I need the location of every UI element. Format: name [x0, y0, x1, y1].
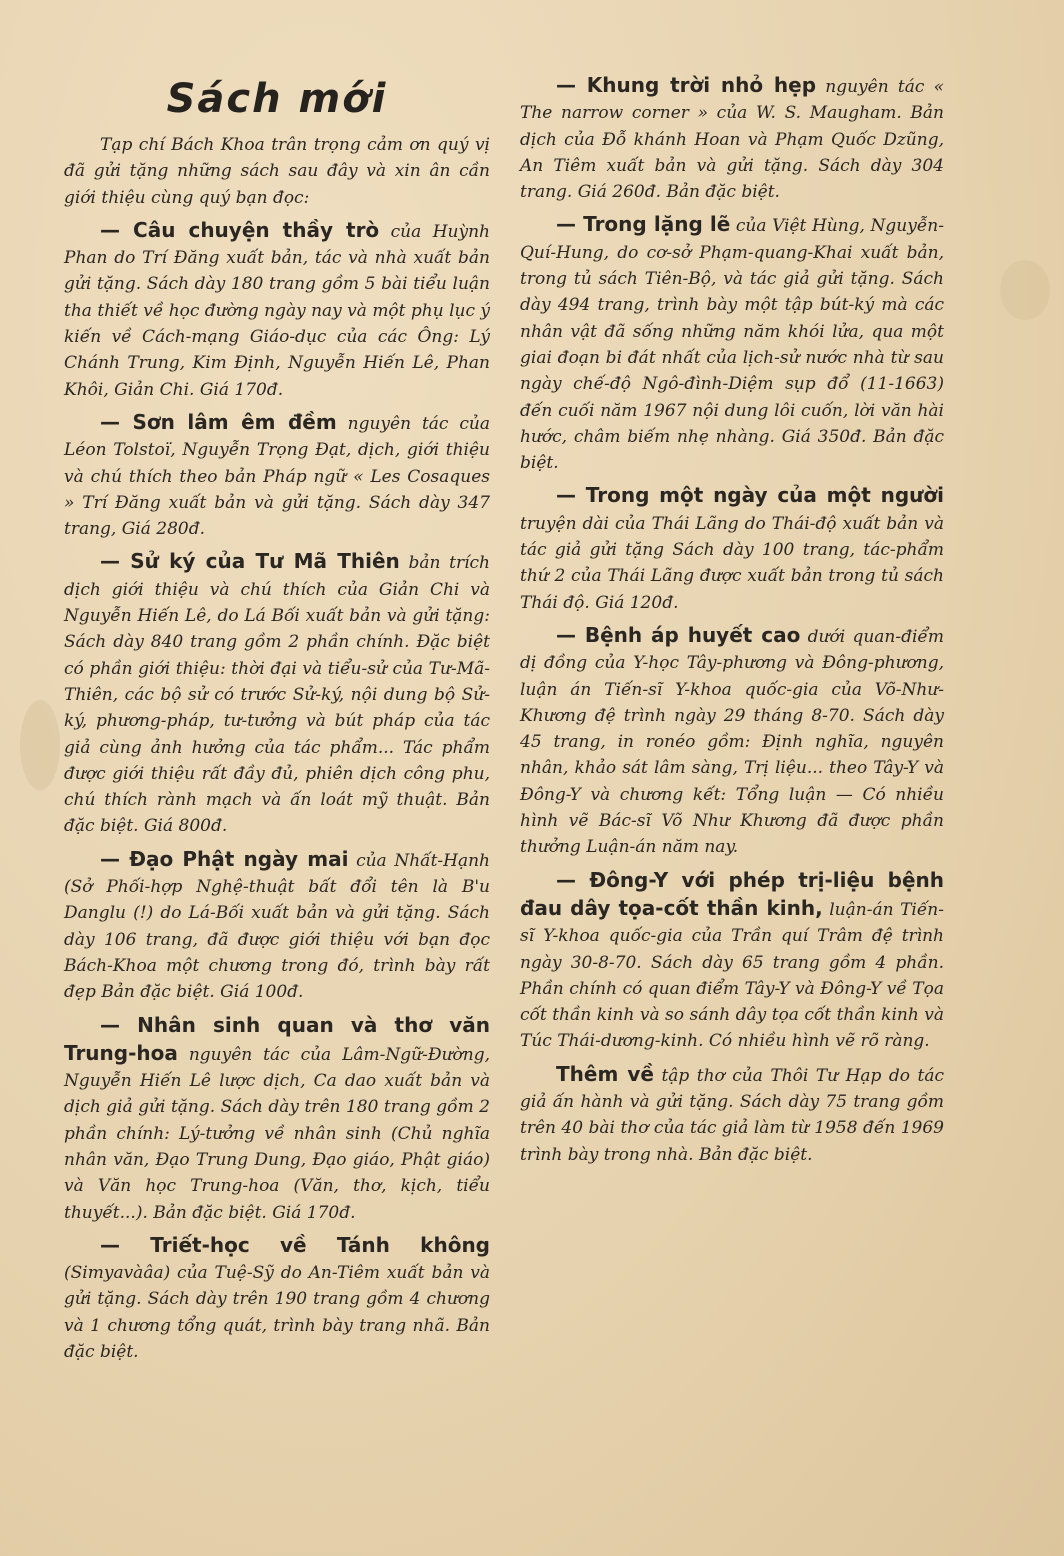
page-title: Sách mới [166, 76, 388, 122]
book-title: — Triết-học về Tánh không [100, 1232, 490, 1257]
book-title: — Câu chuyện thầy trò [100, 217, 380, 242]
intro-paragraph: Tạp chí Bách Khoa trân trọng cảm ơn quý vị đã gửi tặng những sách sau đây và xin ân cần giới thiệu cùng quý bạn đọc: [64, 135, 490, 208]
book-entry [64, 1012, 490, 1226]
book-description: luận-án Tiến-sĩ Y-khoa quốc-gia của Trần quí Trâm đệ trình ngày 30-8-70. Sách dày 65 trang gồm 4 phần. Phần chính có quan điểm Tây-Y và Đông-Y về Tọa cốt thần kinh và so sánh dây tọa cốt thần kinh và Túc Thái-dương-kinh. Có nhiều hình vẽ rõ ràng. [520, 899, 944, 1052]
book-entry [64, 409, 490, 542]
book-entry [520, 622, 944, 861]
book-description: truyện dài của Thái Lãng do Thái-độ xuất bản và tác giả gửi tặng Sách dày 100 trang, tác-phẩm thứ 2 của Thái Lãng được xuất bản trong tủ sách Thái độ. Giá 120đ. [520, 513, 944, 613]
book-entry [520, 482, 944, 615]
book-title: — Khung trời nhỏ hẹp [556, 73, 817, 97]
book-description: tập thơ của Thôi Tư Hạp do tác giả ấn hành và gửi tặng. Sách dày 75 trang gồm trên 40 bài thơ của tác giả làm từ 1958 đến 1969 trình bày trong nhà. Bản đặc biệt. [520, 1065, 944, 1165]
book-title: — Sử ký của Tư Mã Thiên [100, 549, 400, 574]
book-title: — Đạo Phật ngày mai [100, 846, 349, 871]
book-description: của Nhất-Hạnh (Sở Phối-hợp Nghệ-thuật bất đổi tên là B'u Danglu (!) do Lá-Bối xuất bản và gửi tặng. Sách dày 106 trang, đã được giới thiệu với bạn đọc Bách-Khoa một chương trong đó, trình bày rất đẹp Bản đặc biệt. Giá 100đ. [64, 850, 491, 1003]
book-entry [520, 867, 944, 1055]
book-entry [64, 846, 490, 1006]
book-description: của Việt Hùng, Nguyễn-Quí-Hung, do cơ-sở Phạm-quang-Khai xuất bản, trong tủ sách Tiên-Bộ, và tác giả gửi tặng. Sách dày 494 trang, trình bày một tập bút-ký mà các nhân vật đã sống những năm khói lửa, qua một giai đoạn bi đát nhất của lịch-sử nước nhà từ sau ngày chế-độ Ngô-đình-Diệm sụp đổ (11-1663) đến cuối năm 1967 nội dung lôi cuốn, lời văn hài hước, châm biếm nhẹ nhàng. Giá 350đ. Bản đặc biệt. [520, 216, 944, 474]
book-entry [520, 211, 944, 476]
book-title: — Nhân sinh quan và thơ văn Trung-hoa [64, 1012, 490, 1065]
book-description: bản trích dịch giới thiệu và chú thích của Giản Chi và Nguyễn Hiến Lê, do Lá Bối xuất bản và gửi tặng: Sách dày 840 trang gồm 2 phần chính. Đặc biệt có phần giới thiệu: thời đại và tiểu-sử của Tư-Mã-Thiên, các bộ sử có trước Sử-ký, nội dung bộ Sử-ký, phương-pháp, tư-tưởng và bút pháp của tác giả cùng ảnh hưởng của tác phẩm... Tác phẩm được giới thiệu rất đầy đủ, phiên dịch công phu, chú thích rành mạch và ấn loát mỹ thuật. Bản đặc biệt. Giá 800đ. [64, 553, 490, 837]
book-title: — Đông-Y với phép trị-liệu bệnh đau dây tọa-cốt thần kinh, [520, 867, 944, 920]
book-description: nguyên tác của Léon Tolstoï, Nguyễn Trọng Đạt, dịch, giới thiệu và chú thích theo bản Pháp ngữ « Les Cosaques » Trí Đăng xuất bản và gửi tặng. Sách dày 347 trang, Giá 280đ. [64, 413, 490, 540]
book-title: — Bệnh áp huyết cao [556, 622, 801, 647]
right-column [520, 72, 944, 1174]
book-entry [520, 72, 944, 205]
book-description: nguyên tác « The narrow corner » của W. S. Maugham. Bản dịch của Đỗ khánh Hoan và Phạm Quốc Dzũng, An Tiêm xuất bản và gửi tặng. Sách dày 304 trang. Giá 260đ. Bản đặc biệt. [520, 77, 944, 203]
book-entry [520, 1061, 944, 1168]
book-entry [64, 1232, 490, 1365]
book-title: — Sơn lâm êm đềm [100, 409, 337, 434]
book-title: — Trong lặng lẽ [556, 212, 731, 237]
book-title: Thêm về [556, 1061, 654, 1086]
book-entry [64, 548, 490, 839]
book-description: nguyên tác của Lâm-Ngữ-Đường, Nguyễn Hiến Lê lược dịch, Ca dao xuất bản và dịch giả gửi tặng. Sách dày trên 180 trang gồm 2 phần chính: Lý-tưởng về nhân sinh (Chủ nghĩa nhân văn, Đạo Trung Dung, Đạo giáo, Phật giáo) và Văn học Trung-hoa (Văn, thơ, kịch, tiểu thuyết...). Bản đặc biệt. Giá 170đ. [64, 1044, 490, 1223]
book-title: — Trong một ngày của một người [556, 483, 944, 508]
book-description: của Huỳnh Phan do Trí Đăng xuất bản, tác và nhà xuất bản gửi tặng. Sách dày 180 trang gồm 5 bài tiểu luận tha thiết về học đường ngày nay và một phụ lục ý kiến về Cách-mạng Giáo-dục của các Ông: Lý Chánh Trung, Kim Định, Nguyễn Hiến Lê, Phan Khôi, Giản Chi. Giá 170đ. [64, 221, 491, 400]
paper-stain [20, 700, 60, 790]
book-description: (Simyavàâa) của Tuệ-Sỹ do An-Tiêm xuất bản và gửi tặng. Sách dày trên 190 trang gồm 4 chương và 1 chương tổng quát, trình bày trang nhã. Bản đặc biệt. [64, 1263, 490, 1363]
book-entry [64, 217, 490, 403]
book-description: dưới quan-điểm dị đồng của Y-học Tây-phương và Đông-phương, luận án Tiến-sĩ Y-khoa quốc-gia của Võ-Như-Khương đệ trình ngày 29 tháng 8-70. Sách dày 45 trang, in ronéo gồm: Định nghĩa, nguyên nhân, khảo sát lâm sàng, Trị liệu... theo Tây-Y và Đông-Y và chương kết: Tổng luận — Có nhiều hình vẽ Bác-sĩ Võ Như Khương đã được phần thưởng Luận-án năm nay. [520, 626, 944, 858]
left-column [64, 70, 490, 1371]
paper-stain [1000, 260, 1050, 320]
